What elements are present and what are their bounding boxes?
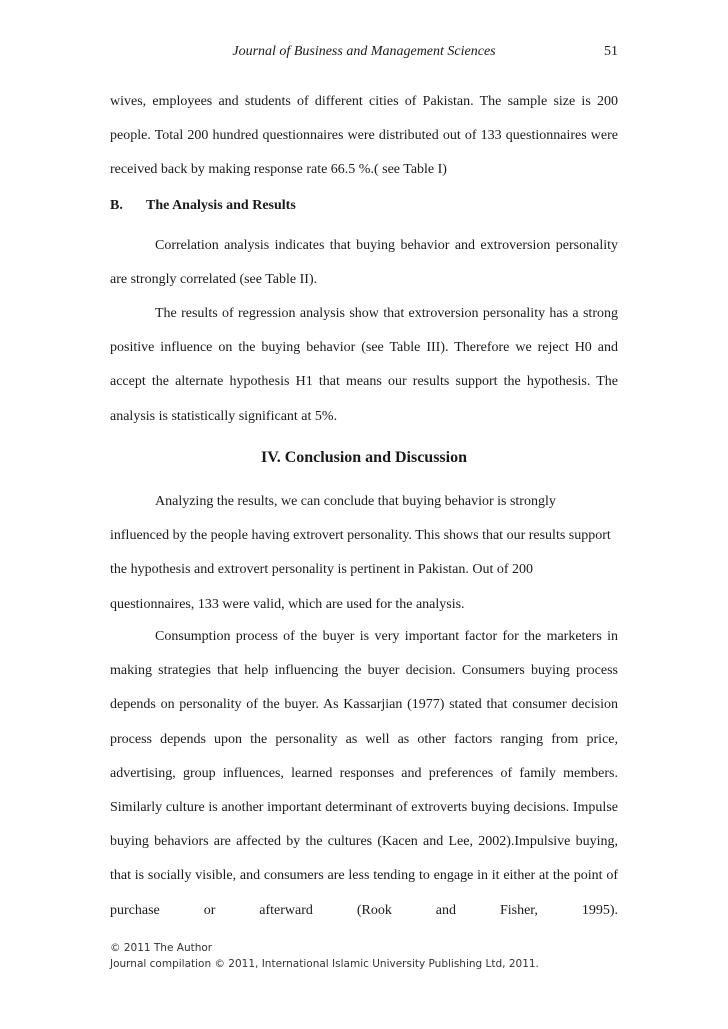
section-heading-b bbox=[110, 198, 296, 214]
footer-compilation: Journal compilation © 2011, International Islamic University Publishing Ltd, 2011. bbox=[110, 958, 539, 970]
paragraph-discussion: Consumption process of the buyer is very important factor for the marketers in making strategies that help influencing the buyer decision. Consumers buying process depends on personality of the buyer. As Kassarjian (1977) stated that consumer decision process depends upon the personality as well as other factors ranging from price, advertising, group influences, learned responses and preferences of family members. Similarly culture is another important determinant of extroverts buying decisions. Impulse buying behaviors are affected by the cultures (Kacen and Lee, 2002).Impulsive buying, that is socially visible, and consumers are less tending to engage in it either at the point of purchase or afterward (Rook and Fisher, 1995). bbox=[110, 629, 618, 918]
page-number: 51 bbox=[604, 44, 618, 59]
section-number: B. bbox=[110, 198, 123, 213]
paragraph-regression: The results of regression analysis show that extroversion personality has a strong positive influence on the buying behavior (see Table III). Therefore we reject H0 and accept the alternate hypothesis H1 that means our results support the hypothesis. The analysis is statistically significant at 5%. bbox=[110, 306, 618, 424]
paragraph-conclusion: Analyzing the results, we can conclude that buying behavior is strongly influenced by the people having extrovert personality. This shows that our results support the hypothesis and extrovert personality is pertinent in Pakistan. Out of 200 questionnaires, 133 were valid, which are used for the analysis. bbox=[110, 494, 611, 612]
paragraph-correlation: Correlation analysis indicates that buying behavior and extroversion personality are strongly correlated (see Table II). bbox=[110, 238, 618, 288]
footer-copyright: © 2011 The Author bbox=[110, 942, 213, 954]
journal-title: Journal of Business and Management Sciences bbox=[232, 44, 496, 59]
paragraph-methodology: wives, employees and students of different cities of Pakistan. The sample size is 200 people. Total 200 hundred questionnaires were distributed out of 133 questionnaires were received back by making response rate 66.5 %.( see Table I) bbox=[110, 94, 618, 178]
section-heading-conclusion: IV. Conclusion and Discussion bbox=[260, 449, 467, 466]
section-title: The Analysis and Results bbox=[146, 198, 296, 213]
